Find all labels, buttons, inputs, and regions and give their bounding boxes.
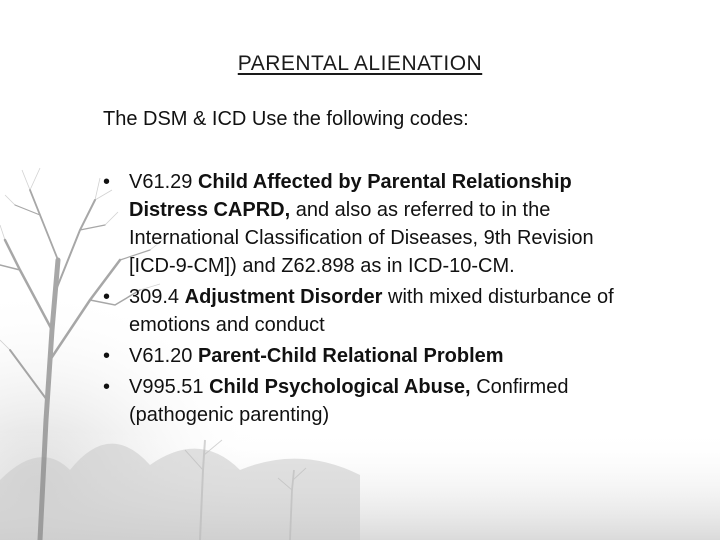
diagnosis-name: Child Affected by Parental Relationship Distress CAPRD, <box>129 171 572 221</box>
diagnosis-code: V61.29 <box>129 171 193 193</box>
list-item <box>103 342 623 370</box>
intro-text: The DSM & ICD Use the following codes: <box>103 108 469 130</box>
diagnosis-description: Confirmed (pathogenic parenting) <box>129 376 569 426</box>
diagnosis-name: Parent-Child Relational Problem <box>197 345 504 367</box>
diagnosis-code: 309.4 <box>129 286 180 308</box>
diagnosis-description: with mixed disturbance of emotions and conduct <box>129 286 614 336</box>
diagnosis-name: Adjustment Disorder <box>184 286 383 308</box>
diagnosis-code: V61.20 <box>129 345 193 367</box>
list-item <box>103 283 623 339</box>
diagnosis-name: Child Psychological Abuse, <box>209 376 471 398</box>
diagnosis-description: and also as referred to in the International Classification of Diseases, 9th Revision [ICD-9-CM]) and Z62.898 as in ICD-10-CM. <box>129 199 594 277</box>
code-list <box>103 168 623 432</box>
list-item <box>103 168 623 280</box>
list-item <box>103 373 623 429</box>
diagnosis-code: V995.51 <box>129 376 204 398</box>
slide-title: PARENTAL ALIENATION <box>237 52 483 75</box>
